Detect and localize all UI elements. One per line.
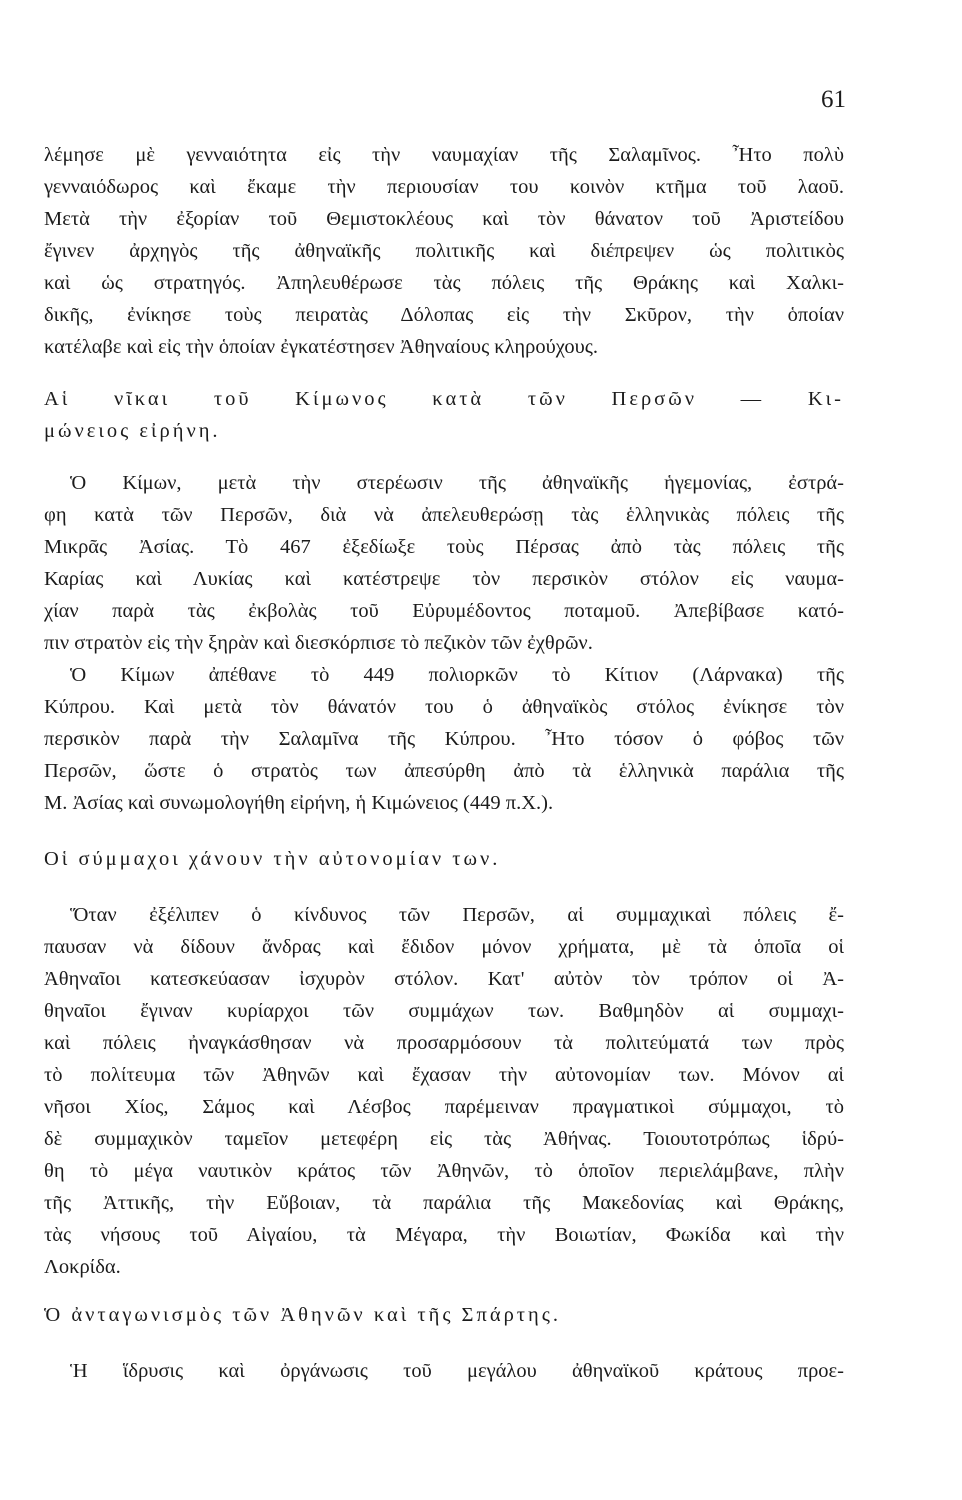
section-heading: Ὁ ἀνταγωνισμὸς τῶν Ἀθηνῶν καὶ τῆς Σπάρτης. — [44, 1304, 562, 1326]
text-line: τὰς νήσους τοῦ Αἰγαίου, τὰ Μέγαρα, τὴν Βοιωτίαν, Φωκίδα καὶ τὴν — [44, 1224, 844, 1246]
text-line: Ἡ ἵδρυσις καὶ ὀργάνωσις τοῦ μεγάλου ἀθηναϊκοῦ κράτους προε- — [70, 1360, 844, 1382]
text-line: τῆς Ἀττικῆς, τὴν Εὔβοιαν, τὰ παράλια τῆς Μακεδονίας καὶ Θράκης, — [44, 1192, 844, 1214]
section-heading: Οἱ σύμμαχοι χάνουν τὴν αὐτονομίαν των. — [44, 848, 501, 870]
text-line: δικῆς, ἐνίκησε τοὺς πειρατὰς Δόλοπας εἰς τὴν Σκῦρον, τὴν ὁποίαν — [44, 304, 844, 326]
text-line: χίαν παρὰ τὰς ἐκβολὰς τοῦ Εὐρυμέδοντος ποταμοῦ. Ἀπεβίβασε κατό- — [44, 600, 844, 622]
text-line: Περσῶν, ὥστε ὁ στρατὸς των ἀπεσύρθη ἀπὸ τὰ ἑλληνικὰ παράλια τῆς — [44, 760, 844, 782]
text-line: θη τὸ μέγα ναυτικὸν κράτος τῶν Ἀθηνῶν, τὸ ὁποῖον περιελάμβανε, πλὴν — [44, 1160, 844, 1182]
text-line: λέμησε μὲ γενναιότητα εἰς τὴν ναυμαχίαν τῆς Σαλαμῖνος. Ἦτο πολὺ — [44, 144, 844, 166]
text-line: τὸ πολίτευμα τῶν Ἀθηνῶν καὶ ἔχασαν τὴν αὐτονομίαν των. Μόνον αἱ — [44, 1064, 844, 1086]
text-line: κατέλαβε καὶ εἰς τὴν ὁποίαν ἐγκατέστησεν Ἀθηναίους κληρούχους. — [44, 336, 599, 358]
text-line: Μικρᾶς Ἀσίας. Τὸ 467 ἐξεδίωξε τοὺς Πέρσας ἀπὸ τὰς πόλεις τῆς — [44, 536, 844, 558]
text-line: νῆσοι Χίος, Σάμος καὶ Λέσβος παρέμειναν πραγματικοὶ σύμμαχοι, τὸ — [44, 1096, 844, 1118]
text-line: καὶ πόλεις ἠναγκάσθησαν νὰ προσαρμόσουν τὰ πολιτεύματά των πρὸς — [44, 1032, 844, 1054]
text-line: Ὁ Κίμων ἀπέθανε τὸ 449 πολιορκῶν τὸ Κίτιον (Λάρνακα) τῆς — [70, 664, 844, 686]
text-line: γενναιόδωρος καὶ ἔκαμε τὴν περιουσίαν του κοινὸν κτῆμα τοῦ λαοῦ. — [44, 176, 844, 198]
text-line: Μ. Ἀσίας καὶ συνωμολογήθη εἰρήνη, ἡ Κιμώνειος (449 π.Χ.). — [44, 792, 554, 814]
text-line: περσικὸν παρὰ τὴν Σαλαμῖνα τῆς Κύπρου. Ἦτο τόσον ὁ φόβος τῶν — [44, 728, 844, 750]
text-line: φη κατὰ τῶν Περσῶν, διὰ νὰ ἀπελευθερώσῃ τὰς ἑλληνικὰς πόλεις τῆς — [44, 504, 844, 526]
text-line: Ὅταν ἐξέλιπεν ὁ κίνδυνος τῶν Περσῶν, αἱ συμμαχικαὶ πόλεις ἔ- — [70, 904, 844, 926]
text-line: παυσαν νὰ δίδουν ἄνδρας καὶ ἔδιδον μόνον χρήματα, μὲ τὰ ὁποῖα οἱ — [44, 936, 844, 958]
text-line: ἔγινεν ἀρχηγὸς τῆς ἀθηναϊκῆς πολιτικῆς καὶ διέπρεψεν ὡς πολιτικὸς — [44, 240, 844, 262]
text-line: καὶ ὡς στρατηγός. Ἀπηλευθέρωσε τὰς πόλεις τῆς Θράκης καὶ Χαλκι- — [44, 272, 844, 294]
text-line: Ὁ Κίμων, μετὰ τὴν στερέωσιν τῆς ἀθηναϊκῆς ἡγεμονίας, ἐστρά- — [70, 472, 844, 494]
page-number: 61 — [821, 86, 846, 113]
section-heading: Αἱ νῖκαι τοῦ Κίμωνος κατὰ τῶν Περσῶν — Κι- — [44, 388, 844, 410]
text-line: Κύπρου. Καὶ μετὰ τὸν θάνατόν του ὁ ἀθηναϊκὸς στόλος ἐνίκησε τὸν — [44, 696, 844, 718]
text-line: Μετὰ τὴν ἐξορίαν τοῦ Θεμιστοκλέους καὶ τὸν θάνατον τοῦ Ἀριστείδου — [44, 208, 844, 230]
text-line: πιν στρατὸν εἰς τὴν ξηρὰν καὶ διεσκόρπισε τὸ πεζικὸν τῶν ἐχθρῶν. — [44, 632, 593, 654]
section-heading: μώνειος εἰρήνη. — [44, 420, 221, 442]
text-line: Ἀθηναῖοι κατεσκεύασαν ἰσχυρὸν στόλον. Κατ' αὐτὸν τὸν τρόπον οἱ Ἀ- — [44, 968, 844, 990]
text-line: δὲ συμμαχικὸν ταμεῖον μετεφέρη εἰς τὰς Ἀθήνας. Τοιουτοτρόπως ἱδρύ- — [44, 1128, 844, 1150]
text-line: θηναῖοι ἔγιναν κυρίαρχοι τῶν συμμάχων των. Βαθμηδὸν αἱ συμμαχι- — [44, 1000, 844, 1022]
text-line: Λοκρίδα. — [44, 1256, 121, 1278]
text-line: Καρίας καὶ Λυκίας καὶ κατέστρεψε τὸν περσικὸν στόλον εἰς ναυμα- — [44, 568, 844, 590]
